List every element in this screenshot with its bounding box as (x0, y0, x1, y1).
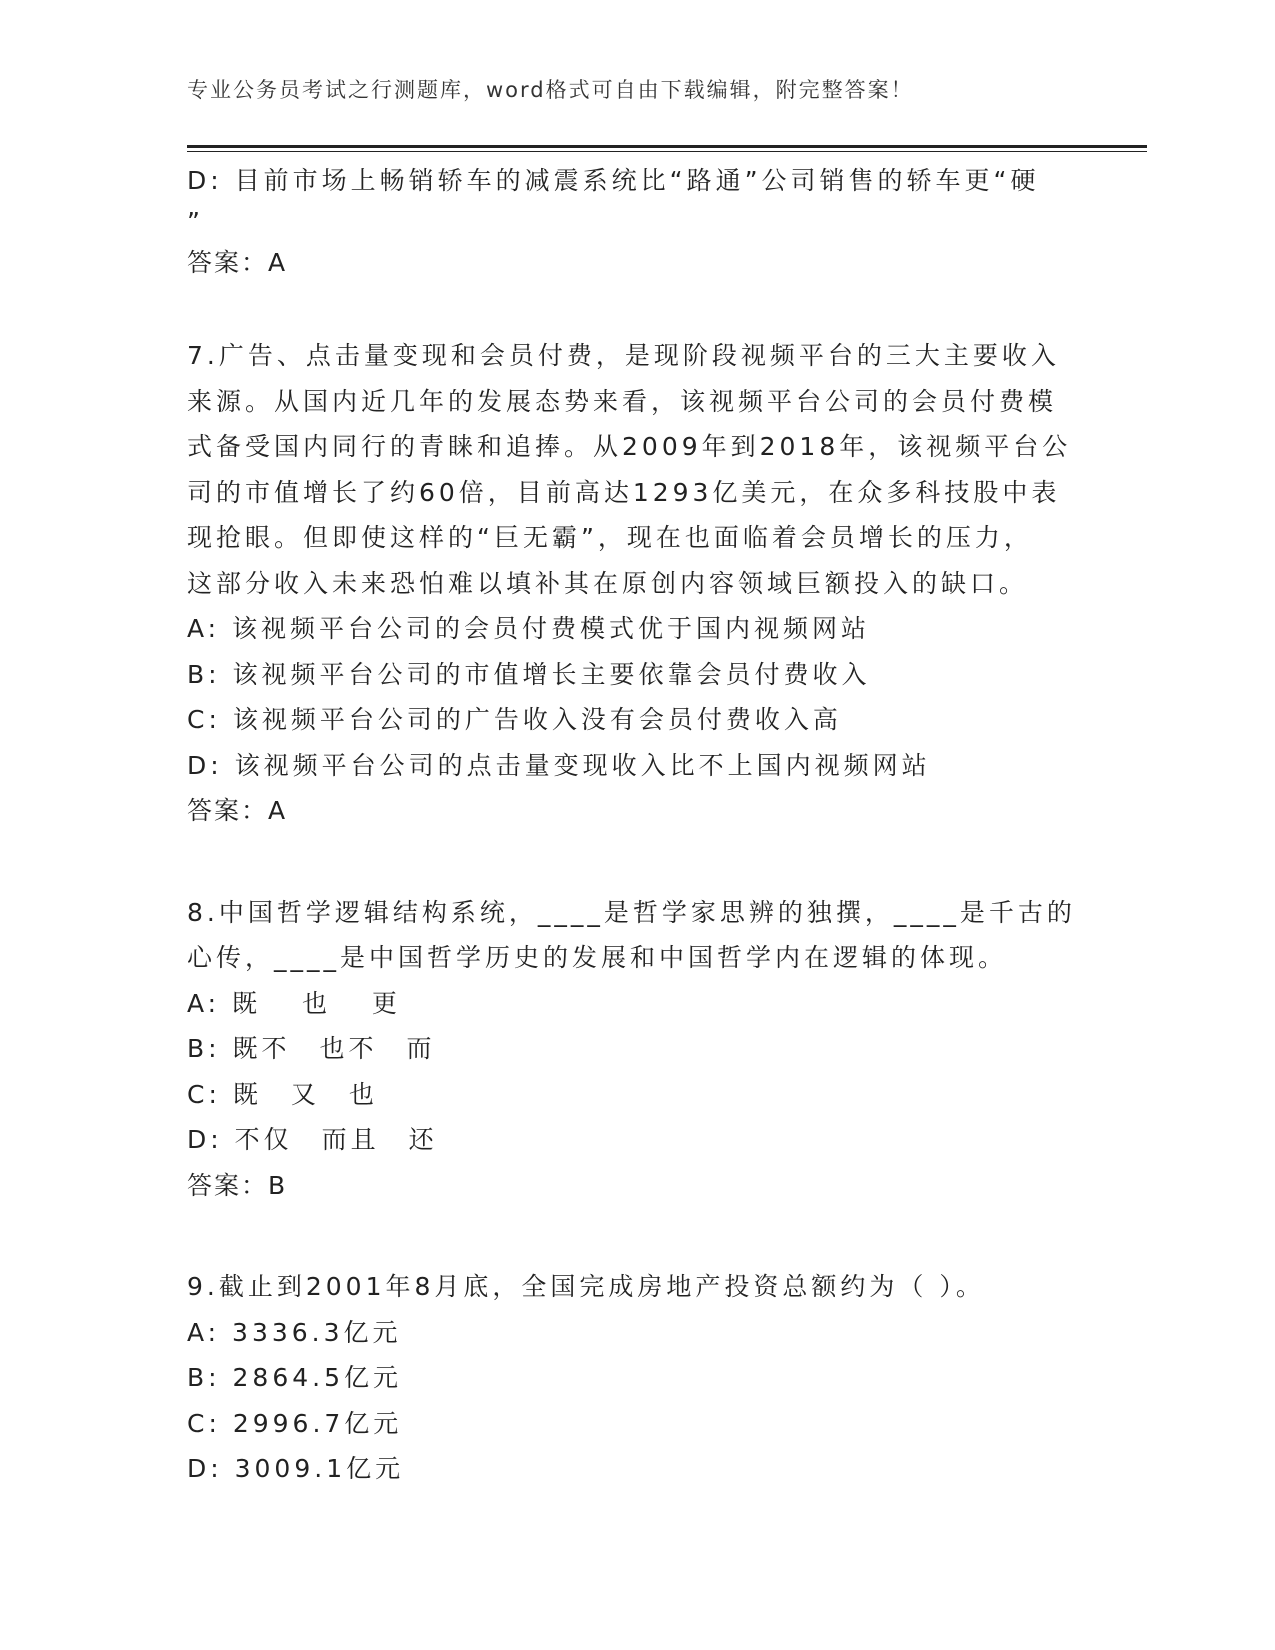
q8-option-a: A: 既 也 更 (187, 988, 401, 1018)
q7-option-a: A: 该视频平台公司的会员付费模式优于国内视频网站 (187, 614, 871, 643)
header-rule-thin (187, 151, 1147, 152)
q7-stem-line: 式备受国内同行的青睐和追捧。从2009年到2018年，该视频平台公 (187, 432, 1072, 461)
question-9 (187, 1264, 1067, 1492)
q7-stem-line: 现抢眼。但即使这样的“巨无霸”，现在也面临着会员增长的压力， (187, 523, 1033, 552)
q8-option-d: D: 不仅 而且 还 (187, 1125, 438, 1154)
q8-option-c: C: 既 又 也 (187, 1079, 378, 1109)
q8-answer: 答案：B (187, 1170, 288, 1200)
q9-option-d: D: 3009.1亿元 (187, 1454, 405, 1483)
q7-answer: 答案：A (187, 796, 288, 825)
q8-stem-line: 8.中国哲学逻辑结构系统，____是哲学家思辨的独撰，____是千古的 (187, 897, 1076, 927)
q9-option-a: A: 3336.3亿元 (187, 1317, 402, 1347)
q7-stem-line: 这部分收入未来恐怕难以填补其在原创内容领域巨额投入的缺口。 (187, 568, 1029, 598)
question-content (187, 158, 1076, 1492)
header-rule-thick (187, 145, 1147, 148)
prev-option-d-cont: ” (187, 206, 204, 236)
spacer (187, 834, 1067, 890)
question-7 (187, 333, 1072, 834)
q9-option-b: B: 2864.5亿元 (187, 1363, 402, 1392)
spacer (187, 285, 1067, 333)
prev-option-d: D: 目前市场上畅销轿车的减震系统比“路通”公司销售的轿车更“硬 (187, 166, 1040, 195)
page-header: 专业公务员考试之行测题库，word格式可自由下载编辑，附完整答案！ (187, 78, 914, 102)
q9-option-c: C: 2996.7亿元 (187, 1408, 403, 1438)
q8-stem-line: 心传，____是中国哲学历史的发展和中国哲学内在逻辑的体现。 (187, 943, 1008, 972)
q8-option-b: B: 既不 也不 而 (187, 1034, 436, 1063)
prev-answer: 答案：A (187, 247, 288, 277)
q7-option-d: D: 该视频平台公司的点击量变现收入比不上国内视频网站 (187, 750, 931, 780)
q7-stem-line: 7.广告、点击量变现和会员付费，是现阶段视频平台的三大主要收入 (187, 341, 1060, 370)
question-8 (187, 890, 1076, 1209)
q7-stem-line: 司的市值增长了约60倍，目前高达1293亿美元，在众多科技股中表 (187, 477, 1061, 507)
q9-stem-line: 9.截止到2001年8月底，全国完成房地产投资总额约为（ ）。 (187, 1272, 985, 1301)
q7-option-c: C: 该视频平台公司的广告收入没有会员付费收入高 (187, 705, 842, 734)
spacer (187, 1208, 1067, 1264)
q7-stem-line: 来源。从国内近几年的发展态势来看，该视频平台公司的会员付费模 (187, 386, 1058, 416)
q7-option-b: B: 该视频平台公司的市值增长主要依靠会员付费收入 (187, 659, 871, 689)
